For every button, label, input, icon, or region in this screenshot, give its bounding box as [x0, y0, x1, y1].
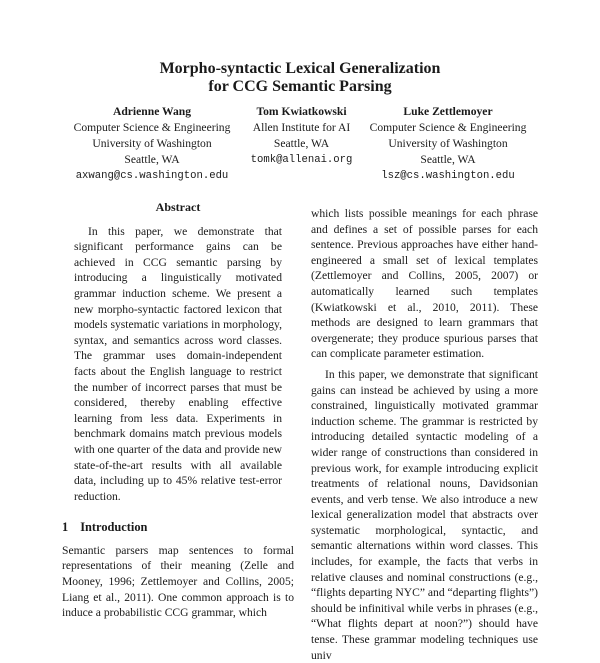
author-name: Adrienne Wang [112, 105, 192, 118]
author-institution: University of Washington [92, 137, 212, 150]
author-affiliation: Computer Science & Engineering [73, 121, 231, 134]
right-column [311, 206, 538, 663]
section-number: 1 [62, 520, 69, 535]
author-institution: University of Washington [388, 137, 508, 150]
author-affiliation: Allen Institute for AI [252, 121, 351, 134]
author-name: Tom Kwiatkowski [256, 105, 347, 118]
left-column [62, 200, 294, 621]
author-email[interactable]: axwang@cs.washington.edu [75, 170, 229, 182]
section-title: Introduction [80, 520, 148, 535]
author-block-3 [363, 104, 533, 184]
intro-paragraph-right-2: In this paper, we demonstrate that significant gains can instead be achieved by using a more constrained, linguistically motivated grammar induction scheme. The grammar is restricted by introducing detailed syntactic modeling of a wider range of constructions than considered in previous work, for example introducing explicit treatments of relational nouns, Davidsonian events, and verb tense. We also introduce a new lexical generalization model that abstracts over systematic morphological, syntactic, and semantic alternations within word classes. This includes, for example, the facts that verbs in relative clauses and nominal constructions (e.g., “flights departing NYC” and “departing flights”) should be infinitival while verbs in phrases (e.g., “What flights depart at noon?”) should have tense. These grammar modeling techniques use univ [311, 367, 538, 662]
author-block-1 [62, 104, 242, 184]
abstract-heading: Abstract [155, 200, 201, 214]
paper-title-line2: for CCG Semantic Parsing [208, 78, 392, 95]
intro-paragraph-left: Semantic parsers map sentences to formal representations of their meaning (Zelle and Mooney, 1996; Zettlemoyer and Collins, 2005; Liang et al., 2011). One common approach is to induce a probabilistic CCG grammar, which [62, 543, 294, 620]
author-name: Luke Zettlemoyer [403, 105, 493, 118]
author-email[interactable]: lsz@cs.washington.edu [381, 170, 515, 182]
paper-title-line1: Morpho-syntactic Lexical Generalization [159, 60, 441, 77]
author-affiliation: Computer Science & Engineering [369, 121, 527, 134]
author-email[interactable]: tomk@allenai.org [250, 154, 353, 166]
abstract-block [62, 224, 294, 505]
author-location: Seattle, WA [273, 137, 330, 150]
author-block-2 [243, 104, 360, 168]
intro-paragraph-right-1: which lists possible meanings for each phrase and defines a set of possible parses for each sentence. Previous approaches have either hand-engineered a small set of lexical templates (Zettlemoyer and Collins, 2005, 2007) or automatically learned such templates (Kwiatkowski et al., 2010, 2011). These methods are designed to learn grammars that overgenerate; they produce spurious parses that can complicate parameter estimation. [311, 207, 538, 361]
author-location: Seattle, WA [124, 153, 180, 166]
abstract-text: In this paper, we demonstrate that significant performance gains can be achieved in CCG semantic parsing by introducing a linguistically motivated grammar induction scheme. We present a new morpho-syntactic factored lexicon that models systematic variations in morphology, syntax, and semantics across word classes. The grammar uses domain-independent facts about the English language to restrict the number of incorrect parses that must be considered, thereby enabling effective learning from less data. Experiments in benchmark domains match previous models with one quarter of the data and provide new state-of-the-art results with all available data, including up to 45% relative test-error reduction. [74, 224, 282, 503]
section-heading-introduction [62, 520, 294, 536]
author-location: Seattle, WA [420, 153, 476, 166]
